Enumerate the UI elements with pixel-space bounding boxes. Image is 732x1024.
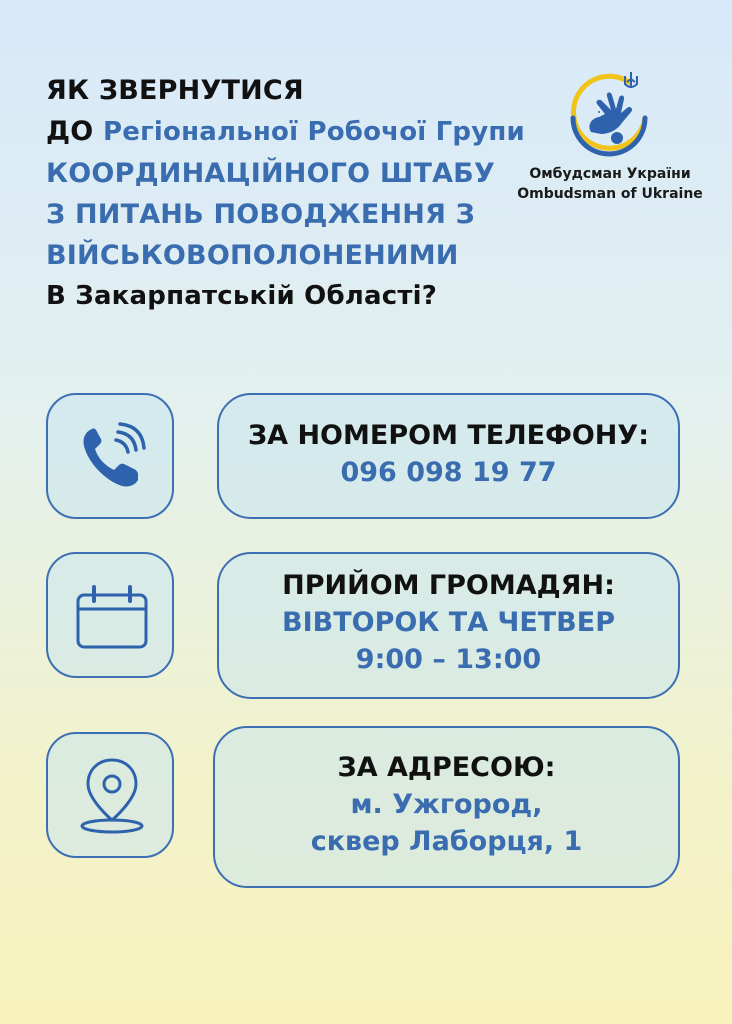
- heading-line-2-rest: Регіональної Робочої Групи: [103, 117, 525, 147]
- address-line-2: сквер Лаборця, 1: [310, 826, 583, 857]
- reception-days: ВІВТОРОК ТА ЧЕТВЕР: [282, 607, 615, 638]
- ombudsman-logo: [505, 68, 715, 218]
- heading-line-4: З ПИТАНЬ ПОВОДЖЕННЯ З: [46, 199, 476, 230]
- logo-name-uk: Омбудсман України: [529, 166, 691, 182]
- heading-line-1: ЯК ЗВЕРНУТИСЯ: [46, 75, 304, 106]
- calendar-icon: [76, 581, 148, 653]
- page-heading: [46, 70, 546, 317]
- location-pin-icon: [76, 756, 148, 836]
- ombudsman-emblem-icon: [561, 68, 657, 164]
- address-title: ЗА АДРЕСОЮ:: [337, 752, 556, 783]
- heading-line-2: [46, 111, 546, 153]
- address-line-1: м. Ужгород,: [350, 789, 543, 820]
- heading-line-6: В Закарпатській Області?: [46, 281, 438, 311]
- phone-icon-tile: [46, 393, 174, 519]
- address-card: [213, 726, 680, 888]
- reception-card: [217, 552, 680, 699]
- phone-title: ЗА НОМЕРОМ ТЕЛЕФОНУ:: [247, 420, 650, 451]
- reception-hours: 9:00 – 13:00: [355, 644, 542, 675]
- heading-line-3: КООРДИНАЦІЙНОГО ШТАБУ: [46, 158, 495, 189]
- phone-card: [217, 393, 680, 519]
- heading-line-5: ВІЙСЬКОВОПОЛОНЕНИМИ: [46, 240, 459, 271]
- logo-name-en: Ombudsman of Ukraine: [517, 186, 703, 202]
- location-icon-tile: [46, 732, 174, 858]
- heading-line-2-prefix: ДО: [46, 116, 94, 147]
- phone-number[interactable]: 096 098 19 77: [340, 457, 557, 488]
- phone-icon: [76, 422, 148, 494]
- calendar-icon-tile: [46, 552, 174, 678]
- reception-title: ПРИЙОМ ГРОМАДЯН:: [282, 570, 615, 601]
